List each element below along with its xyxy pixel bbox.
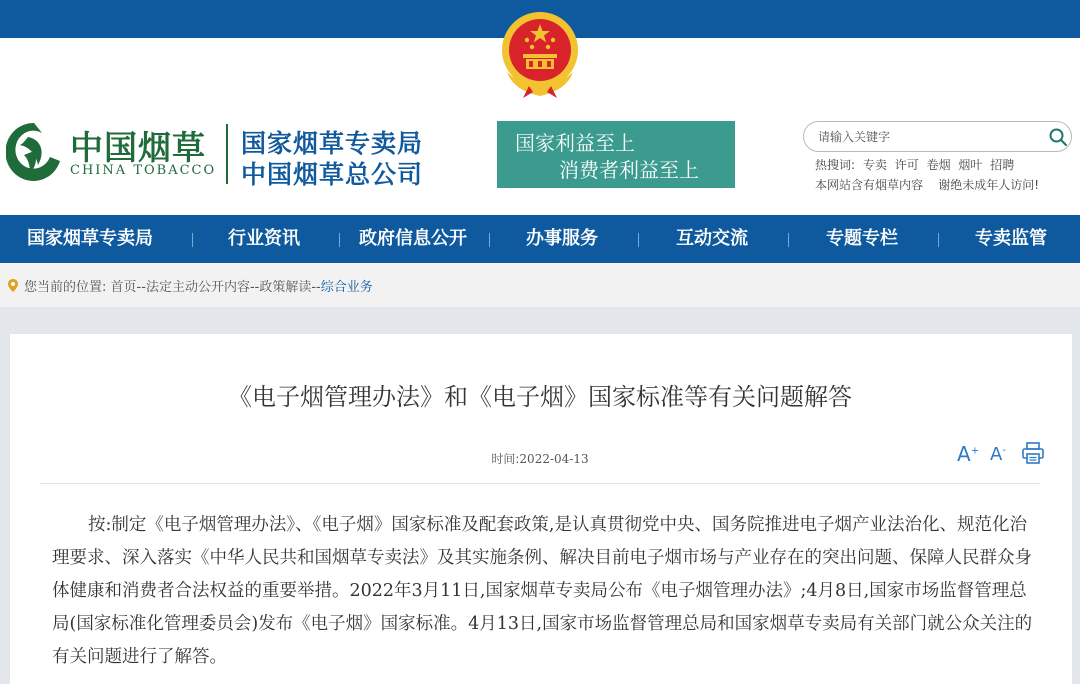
hot-word-link[interactable]: 专卖 (862, 158, 887, 172)
breadcrumb-separator: -- (136, 280, 146, 295)
nav-separator (192, 233, 193, 247)
search-input[interactable] (818, 127, 1038, 147)
breadcrumb-link-policy[interactable]: 政策解读 (259, 280, 312, 295)
breadcrumb-bar (0, 263, 1080, 307)
article-title: 《电子烟管理办法》和《电子烟》国家标准等有关问题解答 (228, 383, 852, 411)
font-size-increase-button[interactable]: A+ (957, 442, 980, 466)
org-name-line1: 国家烟草专卖局 (241, 129, 424, 158)
breadcrumb-label: 您当前的位置: (24, 280, 107, 295)
article-body: 按:制定《电子烟管理办法》、《电子烟》国家标准及配套政策,是认真贯彻党中央、国务院推进电子烟产业法治化、规范化治理要求、深入落实《中华人民共和国烟草专卖法》及其实施条例、解决目前电子烟市场与产业存在的突出问题、保障人民群众身体健康和消费者合法权益的重要举措。2022年3月11日,国家烟草专卖局公布《电子烟管理办法》;4月8日,国家市场监督管理总局(国家标准化管理委员会)发布《电子烟》国家标准。4月13日,国家市场监督管理总局和国家烟草专卖局有关部门就公众关注的有关问题进行了解答。 (52, 515, 1033, 667)
hot-word-link[interactable]: 许可 (894, 158, 919, 172)
nav-item-interaction[interactable]: 互动交流 (676, 228, 748, 249)
font-size-decrease-button[interactable]: A- (990, 444, 1006, 465)
search-icon[interactable] (1048, 127, 1068, 147)
slogan-banner (497, 121, 735, 188)
breadcrumb-current[interactable]: 综合业务 (320, 280, 373, 295)
slogan-line1: 国家利益至上 (515, 131, 635, 155)
national-emblem-icon (499, 10, 581, 98)
china-tobacco-logo-icon (6, 121, 62, 183)
nav-item-industry-news[interactable]: 行业资讯 (228, 228, 300, 249)
logo-english-text: CHINA TOBACCO (70, 163, 217, 178)
breadcrumb-link-public-content[interactable]: 法定主动公开内容 (145, 280, 250, 295)
hot-words-label: 热搜词: (815, 158, 856, 172)
breadcrumb-link-home[interactable]: 首页 (110, 280, 137, 295)
date-value: 2022-04-13 (519, 452, 589, 466)
logo-divider (226, 124, 228, 184)
nav-item-gov-info[interactable]: 政府信息公开 (359, 228, 467, 249)
nav-separator (788, 233, 789, 247)
article-date (0, 450, 1080, 467)
search-box (803, 121, 1072, 152)
nav-item-supervision[interactable]: 专卖监管 (975, 228, 1047, 249)
date-label: 时间: (491, 452, 520, 466)
hot-word-link[interactable]: 烟叶 (958, 158, 983, 172)
article-divider (40, 483, 1040, 484)
main-nav (0, 215, 1080, 263)
logo-chinese-text: 中国烟草 (70, 128, 206, 167)
nav-separator (489, 233, 490, 247)
font-increase-label: A (957, 442, 971, 466)
hot-words (815, 156, 1018, 173)
org-name-line2: 中国烟草总公司 (241, 160, 424, 189)
nav-separator (339, 233, 340, 247)
breadcrumb (24, 276, 373, 295)
hot-word-link[interactable]: 招聘 (990, 158, 1015, 172)
nav-item-special-topics[interactable]: 专题专栏 (826, 228, 898, 249)
font-decrease-label: A (990, 444, 1003, 465)
nav-item-administration[interactable]: 国家烟草专卖局 (27, 228, 153, 249)
slogan-line2: 消费者利益至上 (559, 158, 699, 182)
nav-separator (938, 233, 939, 247)
nav-item-services[interactable]: 办事服务 (526, 228, 598, 249)
hot-word-link[interactable]: 卷烟 (926, 158, 951, 172)
location-pin-icon (8, 279, 18, 292)
breadcrumb-separator: -- (311, 280, 321, 295)
print-icon[interactable] (1021, 441, 1045, 465)
nav-separator (638, 233, 639, 247)
minor-access-notice: 本网站含有烟草内容 谢绝未成年人访问! (815, 178, 1040, 192)
breadcrumb-separator: -- (249, 280, 260, 295)
